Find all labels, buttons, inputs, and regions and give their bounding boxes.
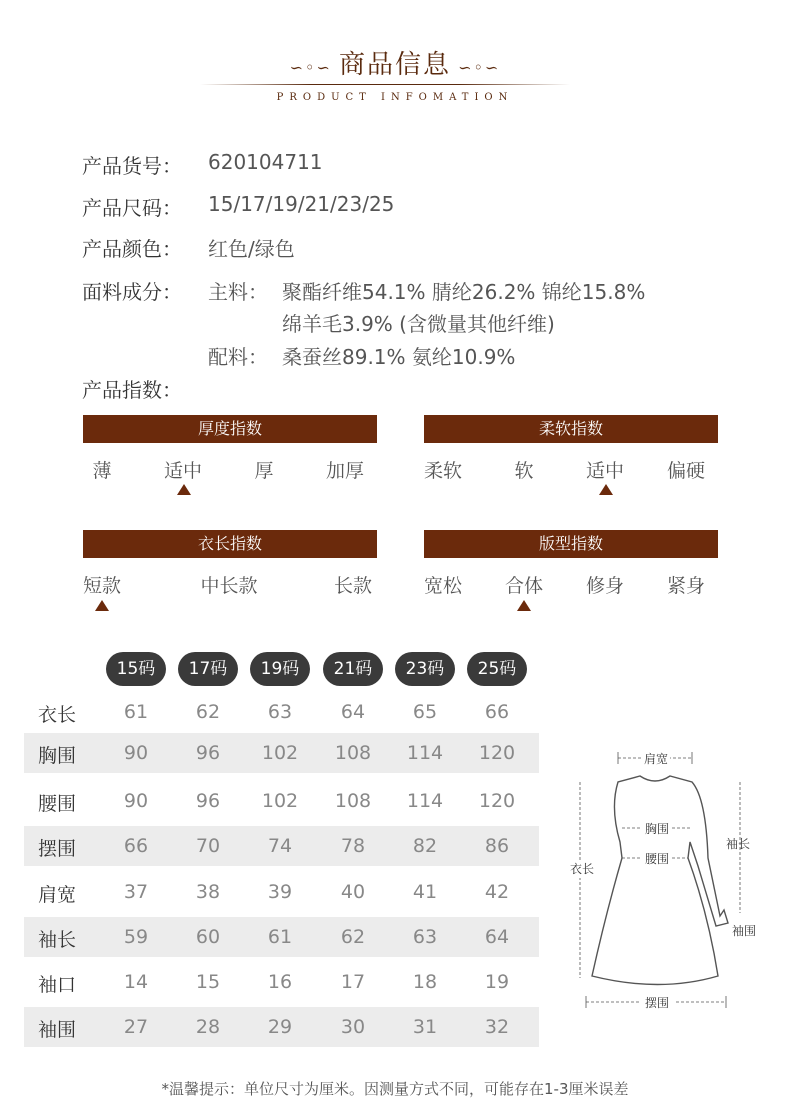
size-pill-25: 25码 bbox=[467, 652, 527, 686]
fit-option-regular: 合体 bbox=[504, 575, 543, 597]
dress-outline-icon bbox=[592, 776, 728, 985]
table-cell: 70 bbox=[195, 835, 221, 857]
table-cell: 15 bbox=[195, 971, 221, 993]
table-cell: 120 bbox=[478, 790, 516, 812]
table-cell: 28 bbox=[195, 1016, 221, 1038]
table-cell: 40 bbox=[340, 881, 366, 903]
length-option-long: 长款 bbox=[333, 575, 372, 597]
main-fabric-line2: 绵羊毛3.9% (含微量其他纤维) bbox=[282, 312, 555, 336]
diagram-chest-label: 胸围 bbox=[644, 822, 670, 836]
title-divider bbox=[200, 84, 570, 85]
table-cell: 60 bbox=[195, 926, 221, 948]
table-cell: 64 bbox=[484, 926, 510, 948]
table-row bbox=[24, 872, 539, 912]
row-label: 袖长 bbox=[38, 929, 77, 951]
index-label: 产品指数： bbox=[82, 378, 182, 402]
diagram-length-label: 衣长 bbox=[569, 862, 595, 876]
table-cell: 42 bbox=[484, 881, 510, 903]
section-subtitle: PRODUCT INFOMATION bbox=[276, 92, 514, 103]
table-row bbox=[24, 733, 539, 773]
diagram-cuff-label: 袖围 bbox=[731, 924, 757, 938]
table-row bbox=[24, 826, 539, 866]
table-cell: 102 bbox=[261, 790, 299, 812]
size-pill-17: 17码 bbox=[178, 652, 238, 686]
row-label: 肩宽 bbox=[38, 884, 77, 906]
main-fabric-label: 主料： bbox=[208, 280, 268, 304]
diagram-waist-label: 腰围 bbox=[644, 852, 670, 866]
length-index-bar: 衣长指数 bbox=[83, 530, 377, 558]
table-cell: 38 bbox=[195, 881, 221, 903]
fit-option-slim: 修身 bbox=[585, 575, 624, 597]
table-cell: 96 bbox=[195, 742, 221, 764]
table-cell: 59 bbox=[123, 926, 149, 948]
table-cell: 63 bbox=[267, 701, 293, 723]
softness-option-softish: 软 bbox=[514, 460, 534, 482]
section-title: ∽◦∽ 商品信息 ∽◦∽ bbox=[289, 50, 501, 80]
thickness-index-bar: 厚度指数 bbox=[83, 415, 377, 443]
table-cell: 17 bbox=[340, 971, 366, 993]
table-cell: 90 bbox=[123, 742, 149, 764]
table-cell: 14 bbox=[123, 971, 149, 993]
table-row bbox=[24, 781, 539, 821]
diagram-hem-label: 摆围 bbox=[644, 996, 670, 1010]
table-cell: 41 bbox=[412, 881, 438, 903]
length-option-short: 短款 bbox=[82, 575, 121, 597]
table-cell: 108 bbox=[334, 790, 372, 812]
thickness-option-medium: 适中 bbox=[163, 460, 202, 482]
table-cell: 30 bbox=[340, 1016, 366, 1038]
length-option-mid: 中长款 bbox=[200, 575, 258, 597]
table-cell: 32 bbox=[484, 1016, 510, 1038]
table-cell: 108 bbox=[334, 742, 372, 764]
row-label: 摆围 bbox=[38, 838, 77, 860]
table-cell: 66 bbox=[123, 835, 149, 857]
row-label: 衣长 bbox=[38, 704, 77, 726]
table-cell: 65 bbox=[412, 701, 438, 723]
table-cell: 18 bbox=[412, 971, 438, 993]
table-cell: 64 bbox=[340, 701, 366, 723]
table-cell: 19 bbox=[484, 971, 510, 993]
table-cell: 114 bbox=[406, 790, 444, 812]
softness-option-soft: 柔软 bbox=[423, 460, 462, 482]
fit-selected-marker-icon bbox=[517, 600, 531, 611]
color-value: 红色/绿色 bbox=[208, 237, 295, 261]
diagram-shoulder-label: 肩宽 bbox=[643, 752, 669, 766]
size-pill-23: 23码 bbox=[395, 652, 455, 686]
ornament-left-icon: ∽◦∽ bbox=[289, 58, 339, 77]
row-label: 袖围 bbox=[38, 1019, 77, 1041]
softness-option-stiff: 偏硬 bbox=[666, 460, 705, 482]
table-cell: 62 bbox=[195, 701, 221, 723]
row-label: 腰围 bbox=[38, 793, 77, 815]
thickness-selected-marker-icon bbox=[177, 484, 191, 495]
table-row bbox=[24, 962, 539, 1002]
trim-fabric-label: 配料： bbox=[208, 345, 268, 369]
table-cell: 96 bbox=[195, 790, 221, 812]
size-pill-19: 19码 bbox=[250, 652, 310, 686]
table-cell: 90 bbox=[123, 790, 149, 812]
color-label: 产品颜色： bbox=[82, 237, 182, 261]
fit-index-bar: 版型指数 bbox=[424, 530, 718, 558]
table-cell: 120 bbox=[478, 742, 516, 764]
table-cell: 62 bbox=[340, 926, 366, 948]
table-cell: 78 bbox=[340, 835, 366, 857]
table-cell: 16 bbox=[267, 971, 293, 993]
table-cell: 114 bbox=[406, 742, 444, 764]
table-cell: 37 bbox=[123, 881, 149, 903]
table-cell: 39 bbox=[267, 881, 293, 903]
size-pill-21: 21码 bbox=[323, 652, 383, 686]
table-cell: 66 bbox=[484, 701, 510, 723]
table-cell: 102 bbox=[261, 742, 299, 764]
sku-label: 产品货号： bbox=[82, 154, 182, 178]
size-label: 产品尺码： bbox=[82, 196, 182, 220]
fit-option-loose: 宽松 bbox=[423, 575, 462, 597]
length-selected-marker-icon bbox=[95, 600, 109, 611]
fabric-label: 面料成分： bbox=[82, 280, 182, 304]
table-cell: 31 bbox=[412, 1016, 438, 1038]
table-cell: 29 bbox=[267, 1016, 293, 1038]
thickness-option-extra-thick: 加厚 bbox=[325, 460, 364, 482]
softness-index-bar: 柔软指数 bbox=[424, 415, 718, 443]
ornament-right-icon: ∽◦∽ bbox=[451, 58, 501, 77]
table-cell: 61 bbox=[123, 701, 149, 723]
row-label: 袖口 bbox=[38, 974, 77, 996]
softness-selected-marker-icon bbox=[599, 484, 613, 495]
trim-fabric-value: 桑蚕丝89.1% 氨纶10.9% bbox=[282, 345, 516, 369]
main-fabric-line1: 聚酯纤维54.1% 腈纶26.2% 锦纶15.8% bbox=[282, 280, 646, 304]
table-row bbox=[24, 917, 539, 957]
table-row bbox=[24, 1007, 539, 1047]
diagram-sleeve-label: 袖长 bbox=[725, 837, 751, 851]
sku-value: 620104711 bbox=[208, 150, 323, 174]
measurement-diagram bbox=[550, 738, 780, 1020]
softness-option-medium: 适中 bbox=[585, 460, 624, 482]
fit-option-tight: 紧身 bbox=[666, 575, 705, 597]
table-cell: 27 bbox=[123, 1016, 149, 1038]
table-cell: 61 bbox=[267, 926, 293, 948]
thickness-option-thin: 薄 bbox=[92, 460, 112, 482]
thickness-option-thick: 厚 bbox=[254, 460, 274, 482]
table-cell: 86 bbox=[484, 835, 510, 857]
table-row bbox=[24, 692, 539, 732]
size-value: 15/17/19/21/23/25 bbox=[208, 192, 395, 216]
size-note: *温馨提示：单位尺寸为厘米。因测量方式不同，可能存在1-3厘米误差 bbox=[161, 1080, 629, 1098]
row-label: 胸围 bbox=[38, 745, 77, 767]
table-cell: 82 bbox=[412, 835, 438, 857]
table-cell: 63 bbox=[412, 926, 438, 948]
size-pill-15: 15码 bbox=[106, 652, 166, 686]
table-cell: 74 bbox=[267, 835, 293, 857]
